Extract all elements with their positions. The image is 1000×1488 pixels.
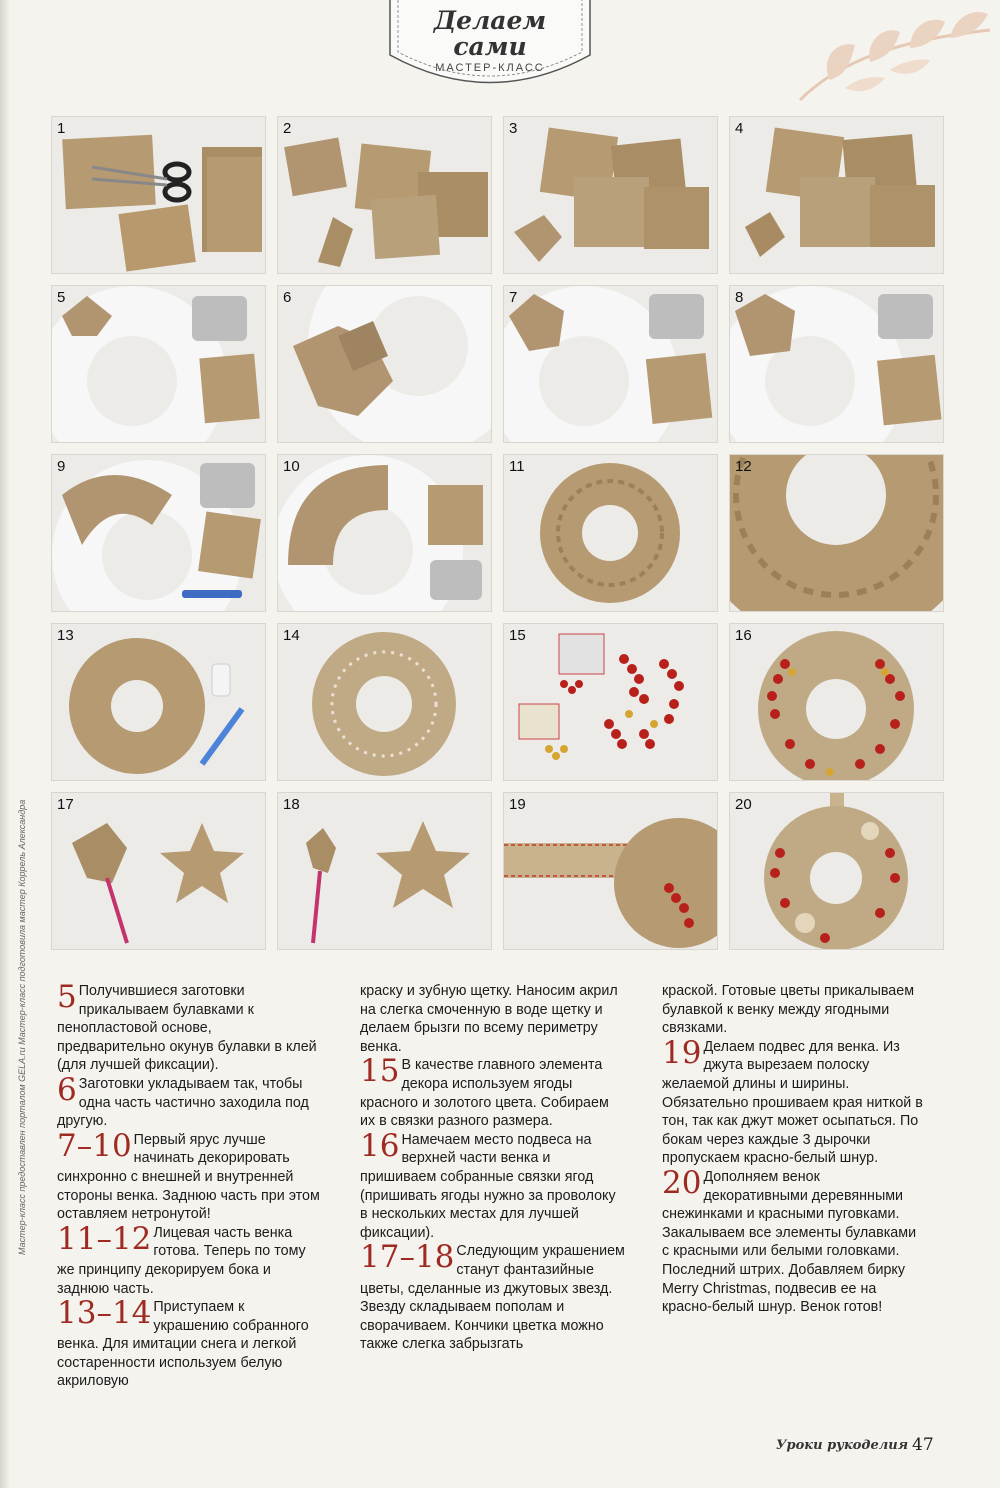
step-number: 17–18	[360, 1239, 455, 1276]
burlap-squares-illustration	[278, 117, 491, 273]
badge-title-line2: сами	[453, 32, 527, 61]
photo-number: 12	[735, 458, 752, 475]
step-number: 7–10	[57, 1127, 132, 1164]
step-number: 11–12	[57, 1220, 152, 1257]
step-17-18-continued	[662, 982, 927, 1038]
step-text: Делаем подвес для венка. Из джута вырезаем полоску желаемой длины и ширины. Обязательно прошиваем края ниткой в тон, так как джут может осыпаться. По бокам через каждые 3 дырочки пропускаем красно-белый шнур.	[662, 1038, 923, 1167]
foam-ring-illustration	[504, 286, 717, 442]
photo-step-20	[730, 793, 943, 949]
burlap-squares-illustration	[730, 117, 943, 273]
floral-ornament	[760, 0, 1000, 110]
step-20	[662, 1164, 927, 1317]
photo-number: 1	[57, 120, 66, 137]
burlap-star-illustration	[52, 793, 265, 949]
photo-step-19	[504, 793, 717, 949]
foam-ring-illustration	[278, 455, 491, 611]
photo-step-2	[278, 117, 491, 273]
photo-step-17	[52, 793, 265, 949]
step-7-10	[57, 1127, 322, 1224]
step-number: 15	[360, 1053, 400, 1090]
burlap-squares-illustration	[504, 117, 717, 273]
wreath-illustration	[278, 624, 491, 780]
step-text: Следующим украшением станут фантазийные цветы, сделанные из джутовых звезд. Звезду складываем пополам и сворачиваем. Кончики цветка можно также слегка забрызгать	[360, 1243, 625, 1353]
step-number: 16	[360, 1127, 400, 1164]
photo-number: 18	[283, 796, 300, 813]
foam-ring-illustration	[730, 286, 943, 442]
photo-number: 17	[57, 796, 74, 813]
photo-step-16	[730, 624, 943, 780]
step-text: Намечаем место подвеса на верхней части венка и пришиваем собранные связки ягод (пришивать ягоды нужно за проволоку в нескольких местах для лучшей фиксации).	[360, 1131, 616, 1241]
step-text: Заготовки укладываем так, чтобы одна часть частично заходила под другую.	[57, 1075, 309, 1130]
step-6	[57, 1071, 322, 1131]
step-19	[662, 1034, 927, 1168]
step-number: 20	[662, 1164, 702, 1201]
foam-ring-illustration	[278, 286, 491, 442]
photo-step-18	[278, 793, 491, 949]
photo-step-1	[52, 117, 265, 273]
photo-number: 4	[735, 120, 744, 137]
photo-step-3	[504, 117, 717, 273]
text-column-2	[360, 982, 625, 1354]
step-text: Дополняем венок декоративными деревянными снежинками и красными пуговками. Закалываем все элементы булавками с красными или белыми головками. Последний штрих. Добавляем бирку Merry Christmas, подвесив ее на красно-белый шнур. Венок готов!	[662, 1168, 917, 1316]
step-text: краску и зубную щетку. Наносим акрил на слегка смоченную в воде щетку и делаем брызги по всему периметру венка.	[360, 983, 618, 1055]
text-column-3	[662, 982, 927, 1317]
photo-number: 6	[283, 289, 292, 306]
photo-step-6	[278, 286, 491, 442]
photo-step-4	[730, 117, 943, 273]
step-number: 19	[662, 1034, 702, 1071]
photo-number: 8	[735, 289, 744, 306]
step-text: краской. Готовые цветы прикалываем булавкой к венку между ягодными связками.	[662, 983, 915, 1037]
step-text: Получившиеся заготовки прикалываем булавками к пенопластовой основе, предварительно окунув булавки в клей (для лучшей фиксации).	[57, 983, 317, 1074]
photo-number: 2	[283, 120, 292, 137]
photo-step-11	[504, 455, 717, 611]
photo-number: 15	[509, 627, 526, 644]
berries-illustration	[504, 624, 717, 780]
magazine-name: Уроки рукоделия	[776, 1438, 909, 1453]
text-column-1	[57, 979, 322, 1391]
finished-wreath-illustration	[730, 793, 943, 949]
photo-step-13	[52, 624, 265, 780]
photo-step-10	[278, 455, 491, 611]
photo-number: 7	[509, 289, 518, 306]
page-number: 47	[912, 1435, 934, 1455]
step-text: Первый ярус лучше начинать декорировать синхронно с внешней и внутренней стороны венка. Заднюю часть при этом оставляем нетронутой!	[57, 1131, 320, 1223]
photo-number: 10	[283, 458, 300, 475]
photo-step-7	[504, 286, 717, 442]
step-number: 13–14	[57, 1295, 152, 1332]
photo-number: 14	[283, 627, 300, 644]
foam-ring-illustration	[52, 455, 265, 611]
photo-step-12	[730, 455, 943, 611]
step-number: 5	[57, 979, 77, 1015]
photo-number: 5	[57, 289, 66, 306]
step-15	[360, 1053, 625, 1130]
wreath-closeup-illustration	[730, 455, 943, 611]
step-text: В качестве главного элемента декора используем ягоды красного и золотого цвета. Собираем их в связки разного размера.	[360, 1057, 609, 1130]
burlap-star-illustration	[278, 793, 491, 949]
photo-number: 3	[509, 120, 518, 137]
step-number: 6	[57, 1071, 77, 1108]
page-edge	[0, 0, 10, 1488]
section-badge	[380, 0, 600, 92]
step-13-14-continued	[360, 982, 625, 1056]
step-5	[57, 979, 322, 1075]
photo-number: 16	[735, 627, 752, 644]
photo-number: 20	[735, 796, 752, 813]
photo-step-15	[504, 624, 717, 780]
step-16	[360, 1127, 625, 1243]
step-11-12	[57, 1220, 322, 1298]
photo-step-5	[52, 286, 265, 442]
badge-title-line1: Делаем	[433, 6, 547, 35]
photo-number: 11	[509, 458, 525, 475]
step-13-14	[57, 1295, 322, 1391]
step-text: Лицевая часть венка готова. Теперь по тому же принципу декорируем бока и заднюю часть.	[57, 1224, 306, 1297]
photo-step-14	[278, 624, 491, 780]
step-17-18	[360, 1239, 625, 1354]
wreath-illustration	[504, 455, 717, 611]
hanger-strip-illustration	[504, 793, 717, 949]
wreath-illustration	[52, 624, 265, 780]
foam-ring-illustration	[52, 286, 265, 442]
badge-subtitle: МАСТЕР-КЛАСС	[435, 62, 545, 74]
wreath-illustration	[730, 624, 943, 780]
photo-number: 9	[57, 458, 66, 475]
photo-number: 19	[509, 796, 526, 813]
photo-credit: Мастер-класс предоставлен порталом GELA.ru Мастер-класс подготовила мастер Коррель Александра	[17, 799, 27, 1255]
step-text: Приступаем к украшению собранного венка. Для имитации снега и легкой состаренности используем белую акриловую	[57, 1299, 309, 1390]
burlap-cutting-illustration	[52, 117, 265, 273]
photo-step-9	[52, 455, 265, 611]
photo-step-8	[730, 286, 943, 442]
photo-number: 13	[57, 627, 74, 644]
